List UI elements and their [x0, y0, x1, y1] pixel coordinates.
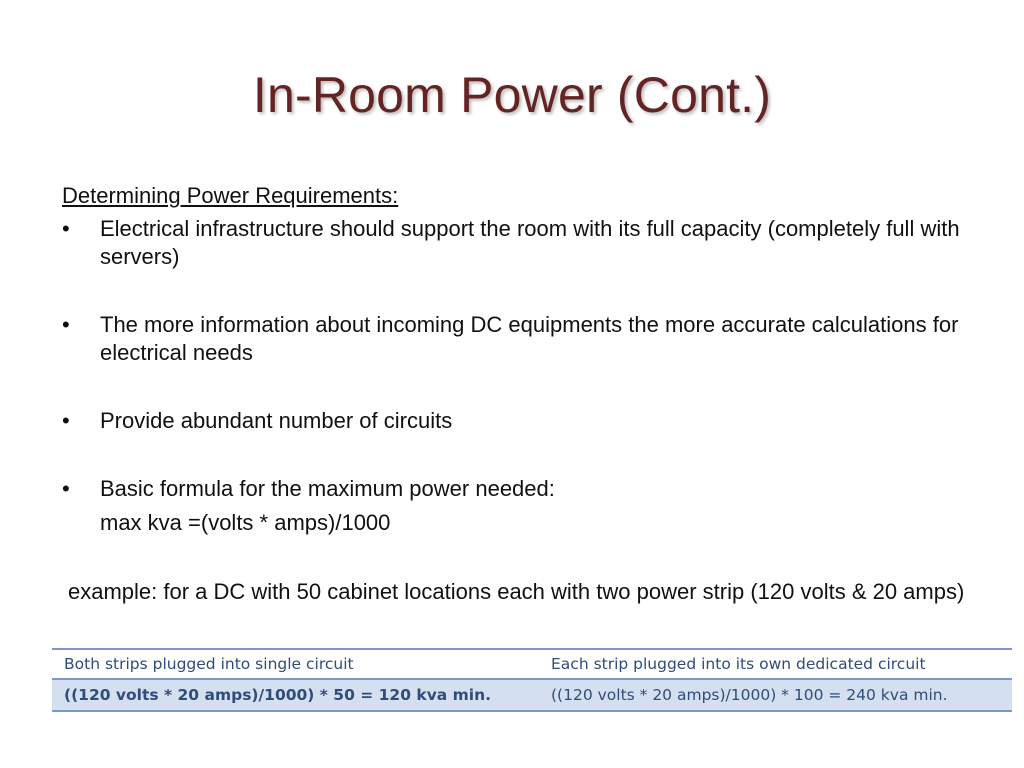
table-row	[52, 679, 1012, 711]
slide-title: In-Room Power (Cont.)	[252, 67, 772, 123]
table-header-cell: Each strip plugged into its own dedicated circuit	[539, 649, 1012, 679]
bullet-list	[62, 215, 962, 537]
bullet-item	[62, 311, 962, 367]
bullet-text: The more information about incoming DC equipments the more accurate calculations for electrical needs	[100, 312, 959, 365]
section-subheading: Determining Power Requirements:	[62, 183, 399, 208]
formula-text: max kva =(volts * amps)/1000	[100, 510, 391, 535]
table-header-row	[52, 649, 1012, 679]
bullet-text: Provide abundant number of circuits	[100, 408, 453, 433]
bullet-dot-icon: •	[62, 312, 70, 337]
example-text: example: for a DC with 50 cabinet locations each with two power strip (120 volts & 20 amps)	[68, 579, 965, 604]
bullet-dot-icon: •	[62, 216, 70, 241]
bullet-dot-icon: •	[62, 476, 70, 501]
table-cell: ((120 volts * 20 amps)/1000) * 50 = 120 kva min.	[52, 679, 539, 711]
bullet-text: Basic formula for the maximum power needed:	[100, 476, 555, 501]
bullet-dot-icon: •	[62, 408, 70, 433]
bullet-item	[62, 475, 962, 537]
bullet-text: Electrical infrastructure should support the room with its full capacity (completely full with servers)	[100, 216, 960, 269]
calculation-table	[52, 648, 1012, 712]
table-cell: ((120 volts * 20 amps)/1000) * 100 = 240 kva min.	[539, 679, 1012, 711]
table-header-cell: Both strips plugged into single circuit	[52, 649, 539, 679]
bullet-item	[62, 215, 962, 271]
bullet-item	[62, 407, 962, 435]
